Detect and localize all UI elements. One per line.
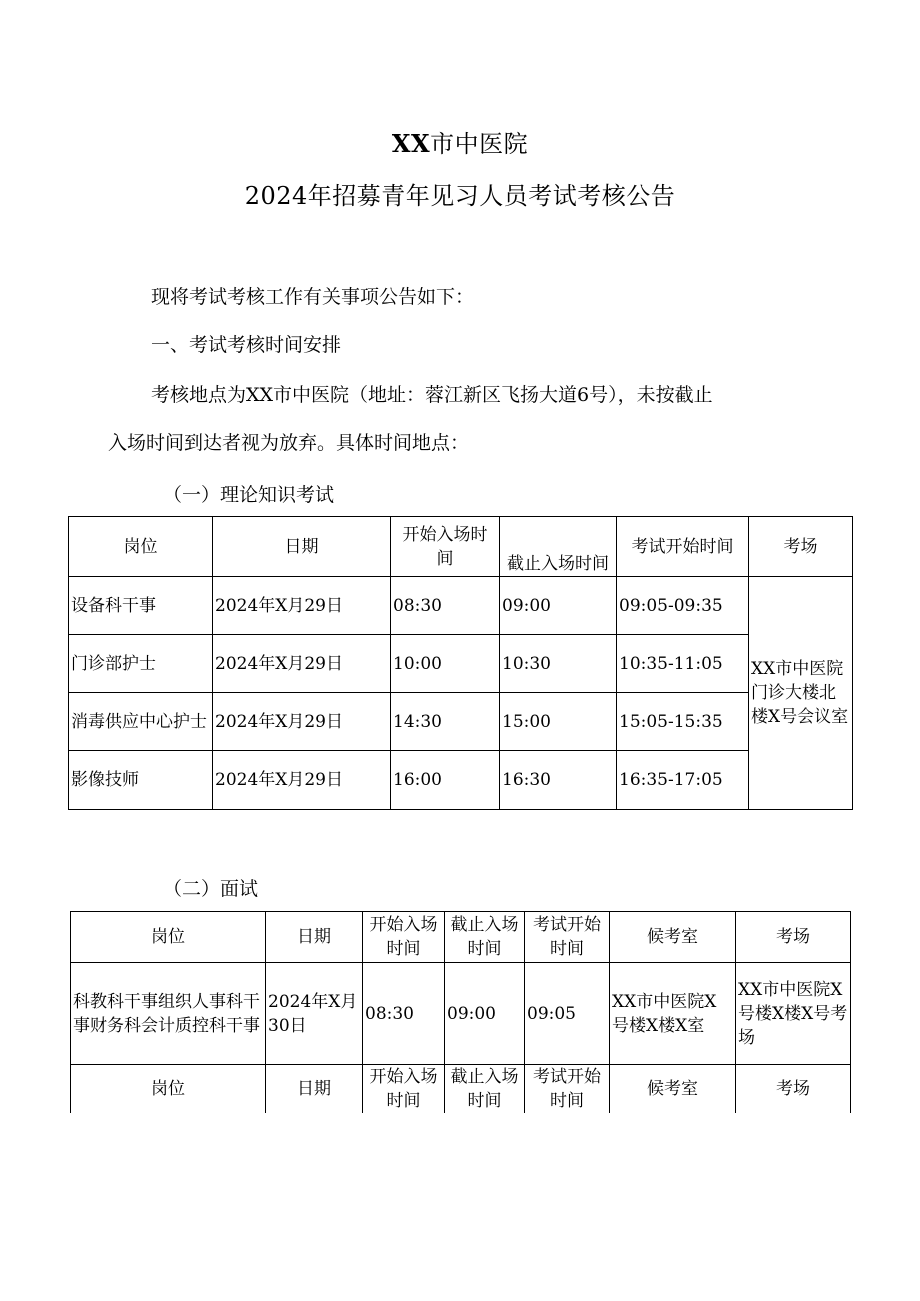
cell-exam: 09:05	[525, 963, 610, 1065]
header-exam-start: 考试开始时间	[525, 1065, 610, 1114]
subheading-interview: （二）面试	[163, 878, 259, 900]
cell-start: 14:30	[391, 693, 500, 751]
cell-exam: 10:35-11:05	[617, 635, 749, 693]
cell-post: 影像技师	[69, 751, 213, 810]
table-row	[71, 963, 851, 1065]
header-start-entry: 开始入场时间	[363, 912, 445, 963]
cell-end: 15:00	[500, 693, 617, 751]
header-date: 日期	[266, 912, 363, 963]
header-post: 岗位	[69, 517, 213, 577]
header-start-entry-line1: 开始入场时	[402, 524, 488, 545]
interview-header-row-repeat	[71, 1065, 851, 1114]
cell-venue: XX市中医院门诊大楼北楼X号会议室	[749, 577, 853, 810]
cell-date: 2024年X月29日	[213, 693, 391, 751]
header-start-entry	[391, 517, 500, 577]
header-start-entry-line2: 间	[436, 548, 454, 569]
cell-post: 科教科干事组织人事科干事财务科会计质控科干事	[71, 963, 266, 1065]
cell-end: 09:00	[445, 963, 525, 1065]
table-row	[69, 577, 853, 635]
cell-start: 10:00	[391, 635, 500, 693]
cell-end: 10:30	[500, 635, 617, 693]
theory-exam-table	[68, 516, 853, 810]
header-waiting-room: 候考室	[610, 1065, 736, 1114]
interview-header-row	[71, 912, 851, 963]
table-row	[69, 635, 853, 693]
location-paragraph-line2: 入场时间到达者视为放弃。具体时间地点：	[108, 432, 470, 454]
notice-title: 2024年招募青年见习人员考试考核公告	[244, 182, 676, 210]
header-post: 岗位	[71, 912, 266, 963]
header-end-entry: 截止入场时间	[445, 1065, 525, 1114]
cell-start: 08:30	[391, 577, 500, 635]
header-date: 日期	[213, 517, 391, 577]
cell-waiting-room: XX市中医院X号楼X楼X室	[610, 963, 736, 1065]
header-start-entry: 开始入场时间	[363, 1065, 445, 1114]
cell-post: 门诊部护士	[69, 635, 213, 693]
header-date: 日期	[266, 1065, 363, 1114]
header-venue: 考场	[736, 912, 851, 963]
header-exam-start: 考试开始时间	[617, 517, 749, 577]
cell-start: 08:30	[363, 963, 445, 1065]
header-end-entry: 截止入场时间	[500, 517, 617, 577]
header-venue: 考场	[749, 517, 853, 577]
org-title: XX市中医院	[391, 129, 529, 158]
cell-exam: 15:05-15:35	[617, 693, 749, 751]
cell-start: 16:00	[391, 751, 500, 810]
cell-date: 2024年X月30日	[266, 963, 363, 1065]
subheading-theory-exam: （一）理论知识考试	[163, 484, 335, 506]
header-exam-start: 考试开始时间	[525, 912, 610, 963]
cell-post: 消毒供应中心护士	[69, 693, 213, 751]
header-venue: 考场	[736, 1065, 851, 1114]
intro-paragraph: 现将考试考核工作有关事项公告如下：	[151, 286, 475, 308]
cell-post: 设备科干事	[69, 577, 213, 635]
cell-end: 16:30	[500, 751, 617, 810]
cell-date: 2024年X月29日	[213, 751, 391, 810]
section-heading-schedule: 一、考试考核时间安排	[151, 334, 342, 356]
theory-header-row	[69, 517, 853, 577]
table-row	[69, 751, 853, 810]
cell-date: 2024年X月29日	[213, 577, 391, 635]
location-paragraph-line1: 考核地点为XX市中医院（地址：蓉江新区飞扬大道6号），未按截止	[151, 384, 713, 406]
cell-exam: 16:35-17:05	[617, 751, 749, 810]
header-waiting-room: 候考室	[610, 912, 736, 963]
cell-date: 2024年X月29日	[213, 635, 391, 693]
cell-end: 09:00	[500, 577, 617, 635]
org-title-rest: 市中医院	[430, 130, 529, 158]
header-post: 岗位	[71, 1065, 266, 1114]
header-end-entry: 截止入场时间	[445, 912, 525, 963]
cell-exam: 09:05-09:35	[617, 577, 749, 635]
interview-table	[70, 911, 851, 1113]
table-row	[69, 693, 853, 751]
cell-venue: XX市中医院X号楼X楼X号考场	[736, 963, 851, 1065]
